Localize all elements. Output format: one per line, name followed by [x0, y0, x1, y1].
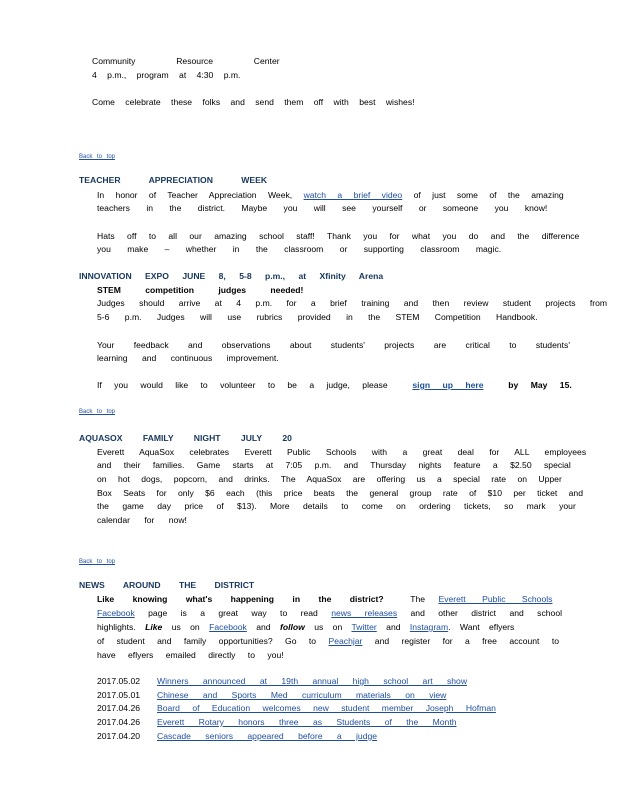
news-date: 2017.04.26: [97, 717, 141, 727]
back-to-top-link[interactable]: Back to top: [79, 559, 116, 565]
watch-video-link[interactable]: watch a brief video: [303, 190, 403, 200]
news-releases-link[interactable]: news releases: [331, 608, 398, 618]
aquasox-line-2: and their families. Game starts at 7:05 p.m. and Thursday nights feature a $2.50 special: [97, 460, 571, 470]
news-item-link[interactable]: Board of Education welcomes new student member Joseph Hofman: [157, 703, 496, 713]
news-item-link[interactable]: Everett Rotary honors three as Students of the Month: [157, 717, 457, 727]
innovation-subheading: STEM competition judges needed!: [97, 285, 304, 295]
back-to-top-link[interactable]: Back to top: [79, 154, 116, 160]
news-text-4b: and register for a free account to: [374, 636, 559, 646]
intro-line-3: Come celebrate these folks and send them off with best wishes!: [92, 97, 415, 107]
news-text-2a: page is a great way to read: [148, 608, 318, 618]
innovation-p2-line1: Your feedback and observations about students' projects are critical to students': [97, 340, 570, 350]
news-text-3c: us on: [314, 622, 343, 632]
instagram-link[interactable]: Instagram: [409, 622, 449, 632]
news-text-3b: us on: [171, 622, 200, 632]
peachjar-link[interactable]: Peachjar: [328, 636, 363, 646]
news-line-4: [97, 636, 559, 647]
facebook-page-link[interactable]: Facebook: [97, 608, 135, 618]
innovation-heading: INNOVATION EXPO JUNE 8, 5-8 p.m., at Xfinity Arena: [79, 271, 384, 281]
intro-line-2: 4 p.m., program at 4:30 p.m.: [92, 70, 241, 80]
aquasox-line-5: the game day price of $13). More details to come on ordering tickets, so mark your: [97, 501, 576, 511]
news-text-4a: of student and family opportunities? Go to: [97, 636, 317, 646]
news-text-like: Like: [145, 622, 163, 632]
news-item-link[interactable]: Winners announced at 19th annual high school art show: [157, 676, 468, 686]
aquasox-line-3: on hot dogs, popcorn, and drinks. The AquaSox are offering us a special rate on Upper: [97, 474, 562, 484]
news-line-5: have eflyers emailed directly to you!: [97, 650, 284, 660]
news-text-and: and: [256, 622, 271, 632]
aquasox-line-4: Box Seats for only $6 each (this price beats the general group rate of $10 per ticket and: [97, 488, 583, 498]
news-date: 2017.05.01: [97, 690, 141, 700]
news-line-1: [97, 594, 552, 605]
innovation-p1-line1: Judges should arrive at 4 p.m. for a brief training and then review student projects from: [97, 298, 608, 308]
news-intro-question: Like knowing what's happening in the district?: [97, 594, 384, 604]
intro-line-1: Community Resource Center: [92, 56, 280, 66]
news-text-the: The: [410, 594, 426, 604]
news-line-2: [97, 608, 562, 619]
news-date: 2017.05.02: [97, 676, 141, 686]
news-line-3: [97, 622, 514, 633]
teacher-p1-text-a: In honor of Teacher Appreciation Week,: [97, 190, 293, 200]
innovation-p3-text-a: If you would like to volunteer to be a judge, please: [97, 380, 388, 390]
news-item-link[interactable]: Chinese and Sports Med curriculum materials on view: [157, 690, 447, 700]
list-item: [97, 731, 378, 775]
teacher-p2-line1: Hats off to all our amazing school staff! Thank you for what you do and the difference: [97, 231, 580, 241]
teacher-p1-line1: [97, 190, 564, 201]
innovation-deadline: by May 15.: [508, 380, 572, 390]
news-text-3a: highlights.: [97, 622, 136, 632]
innovation-p2-line2: learning and continuous improvement.: [97, 353, 279, 363]
innovation-p3-line: [97, 380, 572, 391]
teacher-p1-text-b: of just some of the amazing: [413, 190, 564, 200]
teacher-p1-line2: teachers in the district. Maybe you will see yourself or someone you know!: [97, 203, 548, 213]
news-text-follow: follow: [279, 622, 305, 632]
teacher-p2-line2: you make – whether in the classroom or supporting classroom magic.: [97, 244, 502, 254]
news-text-2b: and other district and school: [410, 608, 563, 618]
teacher-heading: TEACHER APPRECIATION WEEK: [79, 175, 268, 185]
innovation-p1-line2: 5-6 p.m. Judges will use rubrics provided in the STEM Competition Handbook.: [97, 312, 538, 322]
back-to-top-link[interactable]: Back to top: [79, 409, 116, 415]
sign-up-link[interactable]: sign up here: [412, 380, 484, 390]
aquasox-line-1: Everett AquaSox celebrates Everett Public Schools with a great deal for ALL employees: [97, 447, 587, 457]
news-date: 2017.04.26: [97, 703, 141, 713]
news-text-3d: . Want eflyers: [448, 622, 515, 632]
twitter-link[interactable]: Twitter: [351, 622, 377, 632]
news-item-link[interactable]: Cascade seniors appeared before a judge: [157, 731, 378, 741]
aquasox-line-6: calendar for now!: [97, 515, 187, 525]
news-date: 2017.04.20: [97, 731, 141, 741]
aquasox-heading: AQUASOX FAMILY NIGHT JULY 20: [79, 433, 292, 443]
everett-public-schools-link[interactable]: Everett Public Schools: [438, 594, 553, 604]
news-text-and-2: and: [386, 622, 401, 632]
news-heading: NEWS AROUND THE DISTRICT: [79, 580, 255, 590]
facebook-link[interactable]: Facebook: [209, 622, 247, 632]
